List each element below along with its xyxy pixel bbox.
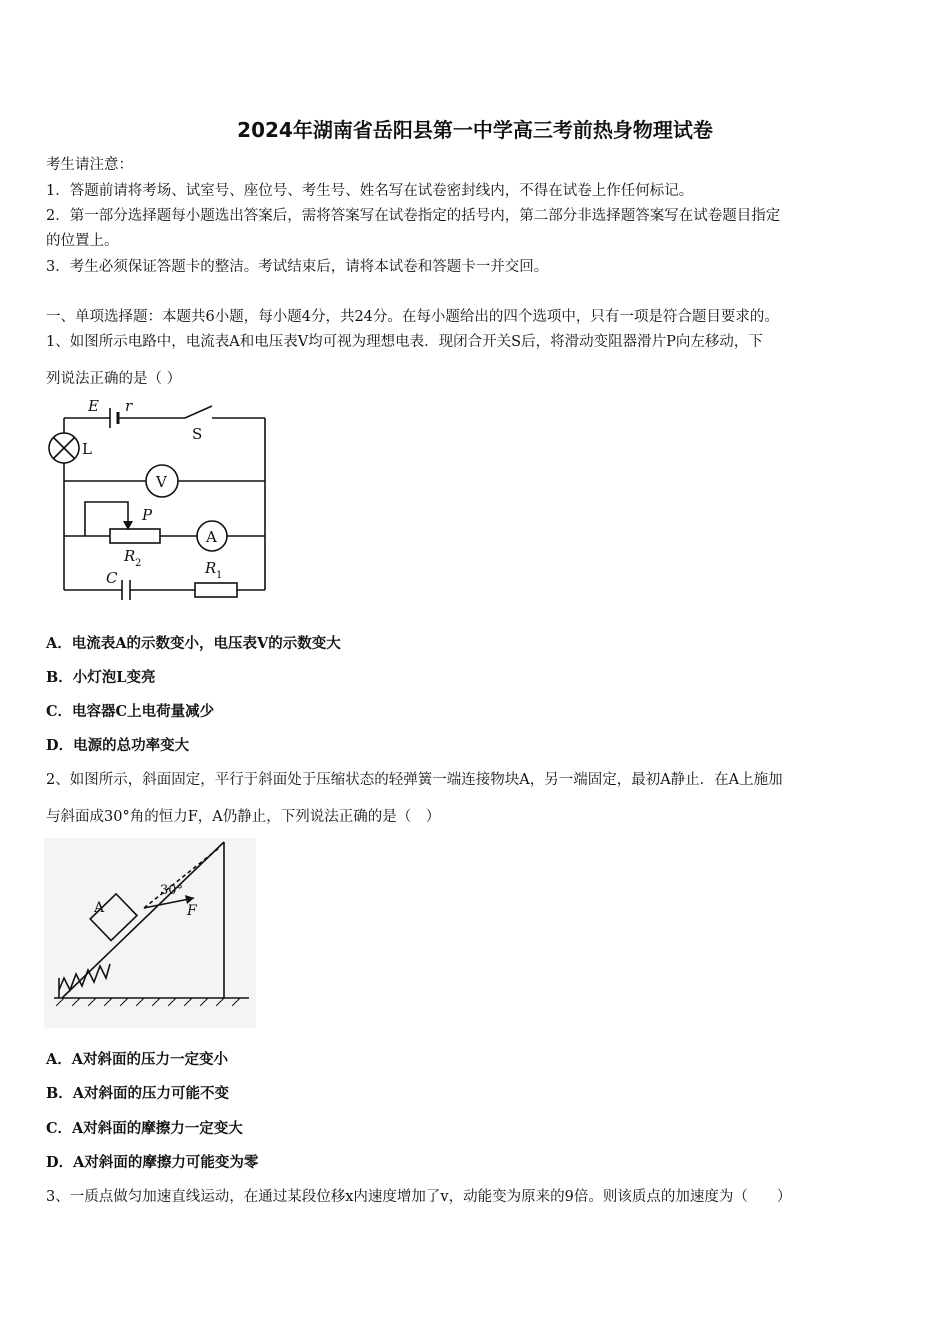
notice-item: 的位置上。	[46, 233, 119, 249]
label-V: V	[156, 473, 167, 491]
q2-option-c[interactable]: C．A对斜面的摩擦力一定变大	[46, 1120, 243, 1137]
q1-stem-cont: 列说法正确的是（ ）	[46, 371, 182, 387]
label-C: C	[106, 569, 118, 587]
label-r: r	[125, 397, 133, 415]
q1-stem: 1、如图所示电路中，电流表A和电压表V均可视为理想电表．现闭合开关S后，将滑动变阻器滑片P向左移动，下	[46, 334, 763, 350]
q1-option-d[interactable]: D．电源的总功率变大	[46, 737, 190, 754]
q1-circuit-diagram	[40, 393, 280, 605]
q2-option-a[interactable]: A．A对斜面的压力一定变小	[46, 1051, 228, 1068]
q1-option-a[interactable]: A．电流表A的示数变小，电压表V的示数变大	[46, 635, 341, 652]
q2-incline-diagram	[44, 838, 256, 1028]
label-S: S	[192, 425, 203, 443]
section-heading: 一、单项选择题：本题共6小题，每小题4分，共24分。在每小题给出的四个选项中，只有一项是符合题目要求的。	[46, 309, 779, 325]
q3-stem: 3、一质点做匀加速直线运动，在通过某段位移x内速度增加了v，动能变为原来的9倍。则该质点的加速度为（ ）	[46, 1189, 792, 1205]
label-A: A	[206, 528, 217, 546]
q2-option-b[interactable]: B．A对斜面的压力可能不变	[46, 1085, 230, 1102]
label-F: F	[187, 903, 197, 919]
label-R2-sub: 2	[135, 558, 142, 569]
q1-option-b[interactable]: B．小灯泡L变亮	[46, 669, 156, 686]
label-L: L	[82, 440, 92, 458]
page-title: 2024年湖南省岳阳县第一中学高三考前热身物理试卷	[237, 118, 713, 142]
label-R1: R	[205, 559, 217, 577]
label-E: E	[88, 397, 99, 415]
label-R2: R	[124, 547, 136, 565]
label-angle: 30°	[160, 883, 184, 898]
q2-option-d[interactable]: D．A对斜面的摩擦力可能变为零	[46, 1154, 259, 1171]
q1-option-c[interactable]: C．电容器C上电荷量减少	[46, 703, 215, 720]
label-P: P	[142, 506, 153, 524]
notice-item: 3．考生必须保证答题卡的整洁。考试结束后，请将本试卷和答题卡一并交回。	[46, 259, 549, 275]
notice-heading: 考生请注意：	[46, 157, 133, 173]
notice-item: 1．答题前请将考场、试室号、座位号、考生号、姓名写在试卷密封线内，不得在试卷上作任何标记。	[46, 183, 694, 199]
label-R1-sub: 1	[216, 570, 223, 581]
notice-item: 2．第一部分选择题每小题选出答案后，需将答案写在试卷指定的括号内，第二部分非选择题答案写在试卷题目指定	[46, 208, 781, 224]
q2-stem: 2、如图所示，斜面固定，平行于斜面处于压缩状态的轻弹簧一端连接物块A，另一端固定，最初A静止．在A上施加	[46, 772, 783, 788]
q2-stem-cont: 与斜面成30°角的恒力F，A仍静止，下列说法正确的是（ ）	[46, 809, 441, 825]
label-block-A: A	[94, 900, 105, 916]
